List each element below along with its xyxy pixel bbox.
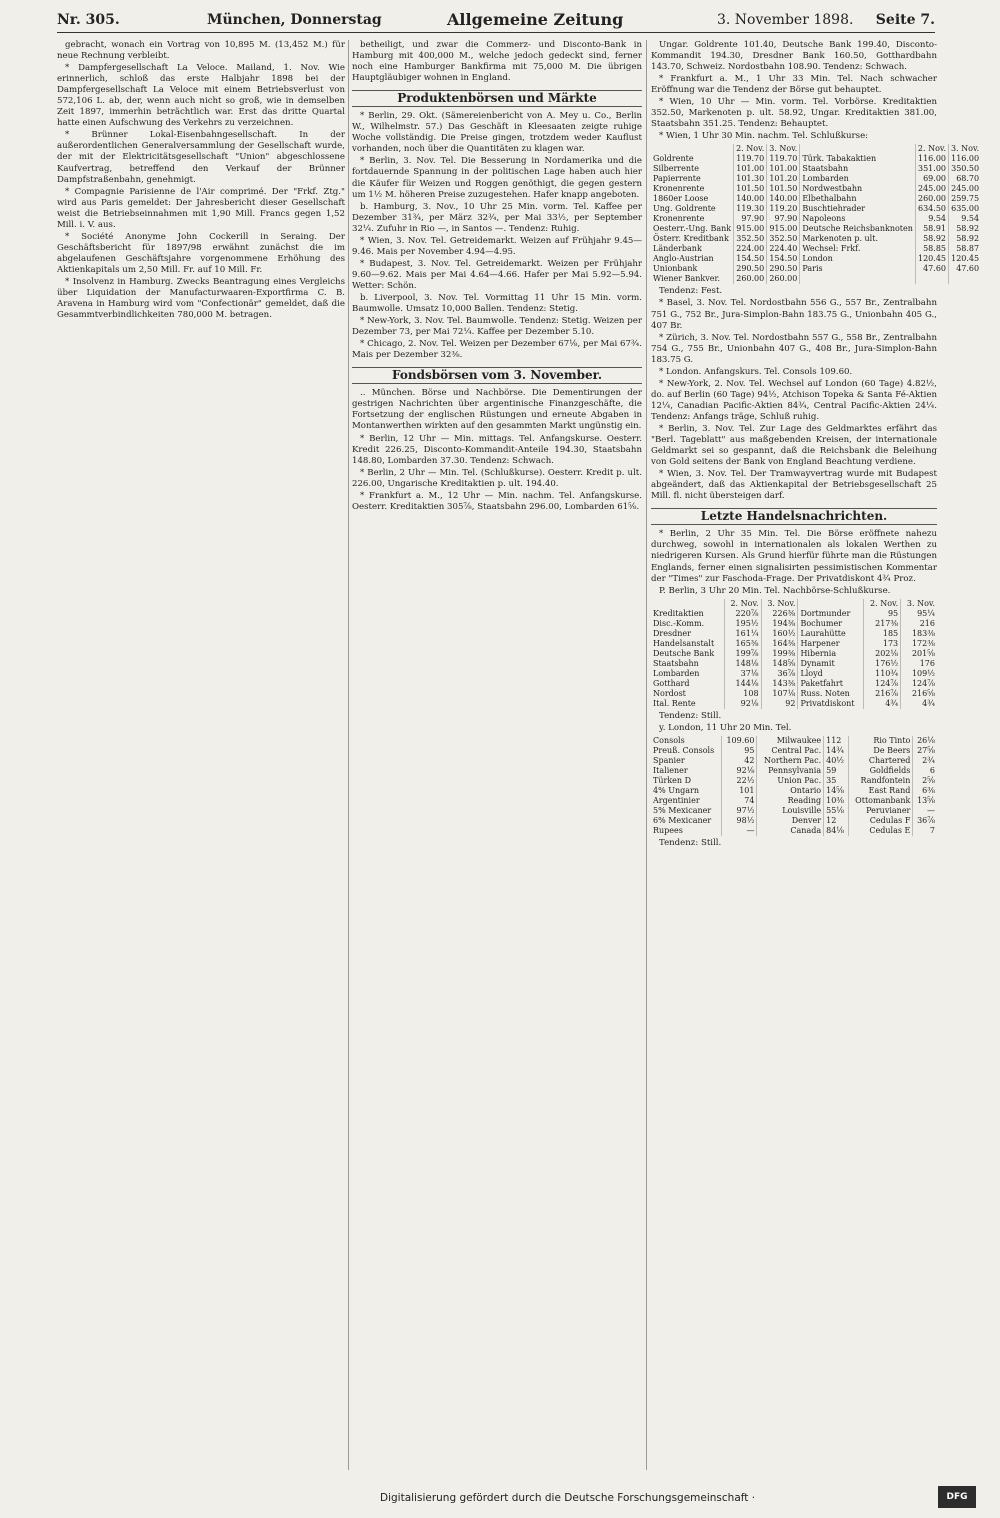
market-report: b. Hamburg, 3. Nov., 10 Uhr 25 Min. vorm. Tel. Kaffee per Dezember 31¾, per März 32¾, per Mai 33½, per September 32¼. Zufuhr in Rio —, in Santos —. Tendenz: Ruhig. [352, 201, 642, 234]
table-row [651, 174, 981, 184]
table-cell: Wechsel: Frkf. [800, 244, 916, 254]
table-cell: 351.00 [915, 164, 948, 174]
table-cell: 165⅜ [724, 639, 761, 649]
table-cell: 350.50 [951, 164, 980, 174]
table-cell: Reading [757, 796, 824, 806]
table-cell: 101.00 [734, 164, 767, 174]
table-cell: 2¾ [922, 755, 935, 765]
table-cell: 154.50 [767, 254, 800, 264]
table-cell: 140.00 [767, 194, 800, 204]
bourse-report: * Wien, 3. Nov. Tel. Der Tramwayvertrag wurde mit Budapest abgeändert, daß das Aktienkapital der Betriebsgesellschaft 25 Mill. fl. nicht übersteigen darf. [651, 469, 937, 502]
table-cell: Buschtiehrader [800, 204, 916, 214]
table-cell: Northern Pac. [757, 756, 824, 766]
table-cell: 195½ [724, 619, 761, 629]
issue-date: 3. November 1898. [717, 12, 854, 28]
table-row [651, 796, 937, 806]
table-cell: 92 [761, 699, 798, 709]
table-cell: — [927, 805, 935, 815]
table-cell: 3. Nov. [906, 598, 935, 608]
table-cell: 143⅜ [761, 679, 798, 689]
market-report: * Berlin, 29. Okt. (Sämereienbericht von A. Mey u. Co., Berlin W., Wilhelmstr. 57.) Das Geschäft in Kleesaaten zeigte ruhige Woche vollständig. Die Preise gingen, trotzdem weder Kauflust vorhanden, noch über die Quantitäten zu klagen war. [352, 111, 642, 155]
tendency: Tendenz: Still. [659, 837, 722, 848]
table-cell: Canada [757, 826, 824, 836]
table-cell: 26⅛ [917, 735, 935, 745]
table-cell: 160½ [761, 629, 798, 639]
table-row [651, 746, 937, 756]
table-cell [651, 599, 724, 609]
london-quotes-table [651, 736, 937, 836]
table-cell: 69.00 [915, 174, 948, 184]
article-paragraph: * Dampfergesellschaft La Veloce. Mailand, 1. Nov. Wie erinnerlich, schloß das erste Halbjahr 1898 bei der Dampfergesellschaft La Veloce mit einem Betriebsverlust von 572,106 L. ab, der, wenn auch nicht so groß, wie in demselben Zeit 1897, immerhin beträchtlich war. Erst das dritte Quartal hatte einen Aufschwung des Verkehrs zu verzeichnen. [57, 63, 345, 129]
table-cell: 3. Nov. [767, 144, 800, 154]
table-cell: 154.50 [734, 254, 767, 264]
table-cell: Türken D [651, 776, 722, 786]
table-cell: Harpener [798, 639, 864, 649]
table-cell: 95 [722, 746, 757, 756]
table-cell: Markenoten p. ult. [800, 234, 916, 244]
table-cell: 245.00 [915, 184, 948, 194]
table-cell: Cedulas F [848, 816, 913, 826]
table-cell: 3. Nov. [761, 599, 798, 609]
table-cell: 101.50 [767, 184, 800, 194]
table-cell: Cedulas E [848, 826, 913, 836]
table-cell: 58.92 [915, 234, 948, 244]
page-header [57, 6, 935, 33]
table-cell: 27⅝ [917, 745, 935, 755]
table-cell: 224.40 [767, 244, 800, 254]
table-cell: Paketfahrt [798, 679, 864, 689]
table-cell: 42 [722, 756, 757, 766]
table-row [651, 194, 981, 204]
table-cell: 5% Mexicaner [651, 806, 722, 816]
table-cell: 6 [929, 765, 935, 775]
table-cell: 120.45 [951, 254, 980, 264]
bourse-report: * Berlin, 2 Uhr — Min. Tel. (Schlußkurse). Oesterr. Kredit p. ult. 226.00, Ungarische Kreditaktien p. ult. 194.40. [352, 467, 642, 489]
bourse-report: .. München. Börse und Nachbörse. Die Dementirungen der gestrigen Nachrichten über argentinische Finanzgeschäfte, die Fortsetzung der englischen Rüstungen und erneute Abgaben in Montanwerthen wirkten auf den gesammten Markt ungünstig ein. [352, 388, 642, 432]
table-row [651, 164, 981, 174]
table-cell: De Beers [848, 746, 913, 756]
table-row [651, 184, 981, 194]
table-row [651, 629, 937, 639]
table-cell: 95 [864, 609, 901, 619]
table-cell: Staatsbahn [800, 164, 916, 174]
table-cell: Nordwestbahn [800, 184, 916, 194]
table-cell: 112 [824, 736, 849, 746]
table-cell: 9.54 [915, 214, 948, 224]
table-cell: 47.60 [956, 264, 980, 274]
table-header-row [651, 599, 937, 609]
issue-number: Nr. 305. [57, 12, 120, 28]
table-cell: 35 [824, 776, 849, 786]
table-cell: Chartered [848, 756, 913, 766]
table-cell: Goldrente [651, 154, 734, 164]
table-header-row [651, 144, 981, 154]
table-cell: 74 [722, 796, 757, 806]
table-cell: Länderbank [651, 244, 734, 254]
market-report: * Budapest, 3. Nov. Tel. Getreidemarkt. Weizen per Frühjahr 9.60—9.62. Mais per Mai 4.64—4.66. Hafer per Mai 5.92—5.94. Wetter: Schön. [352, 258, 642, 291]
table-cell: Silberrente [651, 164, 734, 174]
bourse-report: * Frankfurt a. M., 1 Uhr 33 Min. Tel. Nach schwacher Eröffnung war die Tendenz der Börse gut behauptet. [651, 74, 937, 96]
table-row [651, 689, 937, 699]
masthead: Allgemeine Zeitung [447, 10, 624, 29]
table-cell: Randfontein [848, 776, 913, 786]
table-cell: Papierrente [651, 174, 734, 184]
table-cell: 635.00 [951, 204, 980, 214]
table-cell: 58.92 [956, 224, 980, 234]
table-cell: 183⅜ [911, 628, 935, 638]
table-cell: 217⅜ [864, 619, 901, 629]
table-cell: 164⅜ [761, 639, 798, 649]
table-cell: Italiener [651, 766, 722, 776]
table-cell: 3. Nov. [951, 144, 980, 154]
table-cell: 59 [824, 766, 849, 776]
table-cell: Consols [651, 736, 722, 746]
table-cell [800, 144, 916, 154]
table-cell [651, 144, 734, 154]
table-cell: Peruvianer [848, 806, 913, 816]
table-cell: 290.50 [734, 264, 767, 274]
table-row [651, 756, 937, 766]
table-cell: 1860er Loose [651, 194, 734, 204]
table-cell: 55⅛ [824, 806, 849, 816]
table-cell: Rupees [651, 826, 722, 836]
table-cell [915, 274, 948, 284]
table-cell: Ottomanbank [848, 796, 913, 806]
table-cell: Ontario [757, 786, 824, 796]
bourse-report: * London. Anfangskurs. Tel. Consols 109.60. [659, 366, 853, 377]
table-cell: 2. Nov. [724, 599, 761, 609]
table-cell: Goldfields [848, 766, 913, 776]
table-cell: 352.50 [734, 234, 767, 244]
table-cell: Kronenrente [651, 214, 734, 224]
table-cell: 97.90 [767, 214, 800, 224]
table-cell: 185 [864, 629, 901, 639]
table-cell: Dresdner [651, 629, 724, 639]
table-cell: Anglo-Austrian [651, 254, 734, 264]
page-number: Seite 7. [875, 12, 935, 28]
bourse-report: Ungar. Goldrente 101.40, Deutsche Bank 199.40, Disconto-Kommandit 194.30, Dresdner Bank 160.50, Gotthardbahn 143.70, Schweiz. Nordostbahn 108.90. Tendenz: Schwach. [651, 40, 937, 73]
table-cell: Lloyd [798, 669, 864, 679]
table-cell: Paris [800, 264, 916, 274]
table-cell: Oesterr.-Ung. Bank [651, 224, 734, 234]
article-paragraph: gebracht, wonach ein Vortrag von 10,895 M. (13,452 M.) für neue Rechnung verbleibt. [57, 40, 345, 62]
table-row [651, 786, 937, 796]
column-rule [348, 40, 349, 1470]
table-row [651, 214, 981, 224]
table-cell: Union Pac. [757, 776, 824, 786]
table-cell: 10⅜ [824, 796, 849, 806]
table-cell: 36⅞ [917, 815, 935, 825]
table-cell: 915.00 [734, 224, 767, 234]
table-cell: 92⅛ [722, 766, 757, 776]
bourse-report: * Berlin, 3. Nov. Tel. Zur Lage des Geldmarktes erfährt das "Berl. Tageblatt" aus maßgebenden Kreisen, der internationale Geldmarkt sei so gespannt, daß die Reichsbank die Beleihung von Gold seitens der Bank von England Beachtung verdiene. [651, 423, 937, 468]
table-cell: 201⅝ [911, 648, 935, 658]
table-cell: 226⅜ [761, 609, 798, 619]
table-cell: East Rand [848, 786, 913, 796]
table-row [651, 234, 981, 244]
table-cell: — [722, 826, 757, 836]
table-cell: Kronenrente [651, 184, 734, 194]
table-cell: 97.90 [734, 214, 767, 224]
vienna-quotes-table [651, 144, 981, 284]
table-cell: 58.91 [915, 224, 948, 234]
table-cell: Ital. Rente [651, 699, 724, 709]
table-cell: Österr. Kreditbank [651, 234, 734, 244]
table-cell: 97½ [722, 806, 757, 816]
table-cell: Preuß. Consols [651, 746, 722, 756]
table-cell: 101.30 [734, 174, 767, 184]
table-cell: Gotthard [651, 679, 724, 689]
digitization-credit: Digitalisierung gefördert durch die Deutsche Forschungsgemeinschaft · [380, 1492, 756, 1504]
table-row [651, 264, 981, 274]
table-cell: Milwaukee [757, 736, 824, 746]
table-cell: Dortmunder [798, 609, 864, 619]
table-cell: Louisville [757, 806, 824, 816]
place-day: München, Donnerstag [207, 12, 382, 28]
bourse-report: * Wien, 1 Uhr 30 Min. nachm. Tel. Schlußkurse: [659, 131, 869, 142]
table-cell: 7 [929, 825, 935, 835]
table-cell: 216⅞ [864, 689, 901, 699]
section-heading-bourse: Fondsbörsen vom 3. November. [352, 367, 642, 384]
table-cell: 2. Nov. [864, 599, 901, 609]
table-cell [798, 599, 864, 609]
table-row [651, 679, 937, 689]
table-cell: 98½ [722, 816, 757, 826]
table-cell: Privatdiskont [798, 699, 864, 709]
table-cell: 245.00 [951, 184, 980, 194]
table-cell: 4% Ungarn [651, 786, 722, 796]
table-row [651, 649, 937, 659]
table-row [651, 204, 981, 214]
table-cell: 107⅛ [761, 689, 798, 699]
table-cell: 290.50 [767, 264, 800, 274]
table-cell: 915.00 [767, 224, 800, 234]
table-cell: 109½ [911, 668, 935, 678]
market-report: * New-York, 3. Nov. Tel. Baumwolle. Tendenz: Stetig. Weizen per Dezember 73, per Mai 72¼. Kaffee per Dezember 5.10. [352, 316, 642, 338]
table-cell: 176½ [864, 659, 901, 669]
berlin-quotes-table [651, 599, 937, 709]
market-report: * Wien, 3. Nov. Tel. Getreidemarkt. Weizen auf Frühjahr 9.45—9.46. Mais per November 4.94—4.95. [352, 235, 642, 257]
table-row [651, 619, 937, 629]
table-cell: 58.85 [915, 244, 948, 254]
table-cell: 101 [722, 786, 757, 796]
column-rule [646, 40, 647, 1470]
table-row [651, 254, 981, 264]
table-cell: Deutsche Bank [651, 649, 724, 659]
table-cell: Türk. Tabakaktien [800, 154, 916, 164]
news-report: P. Berlin, 3 Uhr 20 Min. Tel. Nachbörse-Schlußkurse. [659, 585, 891, 596]
table-cell: 6% Mexicaner [651, 816, 722, 826]
table-cell: Deutsche Reichsbanknoten [800, 224, 916, 234]
table-cell: 14⅝ [824, 786, 849, 796]
table-cell: 110¾ [864, 669, 901, 679]
table-cell: 92⅛ [724, 699, 761, 709]
table-cell [949, 274, 982, 284]
table-cell: 148⅝ [761, 659, 798, 669]
market-report: b. Liverpool, 3. Nov. Tel. Vormittag 11 Uhr 15 Min. vorm. Baumwolle. Umsatz 10,000 Ballen. Tendenz: Stetig. [352, 292, 642, 315]
bourse-report: * Zürich, 3. Nov. Tel. Nordostbahn 557 G., 558 Br., Zentralbahn 754 G., 755 Br., Unionbahn 407 G., 408 Br., Jura-Simplon-Bahn 183.75 G. [651, 332, 937, 365]
table-cell: 12 [824, 816, 849, 826]
table-cell: 199⅜ [761, 649, 798, 659]
table-cell: 4¾ [922, 698, 935, 708]
bourse-report: * Berlin, 12 Uhr — Min. mittags. Tel. Anfangskurse. Oesterr. Kredit 226.25, Disconto-Kommandit-Anteile 194.30, Staatsbahn 148.80, Lombarden 37.30. Tendenz: Schwach. [352, 433, 642, 466]
table-cell: 47.60 [915, 264, 948, 274]
table-cell: Kreditaktien [651, 609, 724, 619]
table-cell: 220⅞ [724, 609, 761, 619]
table-row [651, 776, 937, 786]
table-cell: 119.70 [734, 154, 767, 164]
table-cell: Napoleons [800, 214, 916, 224]
table-cell: 9.54 [961, 214, 980, 224]
table-cell: Lombarden [651, 669, 724, 679]
table-cell: 58.87 [956, 244, 980, 254]
tendency: Tendenz: Fest. [659, 286, 723, 297]
table-cell: Disc.-Komm. [651, 619, 724, 629]
bourse-report: * Frankfurt a. M., 12 Uhr — Min. nachm. Tel. Anfangskurse. Oesterr. Kreditaktien 305⅞, Staatsbahn 296.00, Lombarden 61⅝. [352, 490, 642, 512]
table-cell: 40½ [824, 756, 849, 766]
table-cell: 260.00 [767, 274, 800, 284]
table-cell: London [800, 254, 916, 264]
table-cell: Pennsylvania [757, 766, 824, 776]
table-cell: 37⅛ [724, 669, 761, 679]
news-report: y. London, 11 Uhr 20 Min. Tel. [659, 722, 792, 733]
table-cell: Rio Tinto [848, 736, 913, 746]
table-row [651, 766, 937, 776]
table-cell: 161¼ [724, 629, 761, 639]
left-column [57, 40, 345, 1470]
table-row [651, 639, 937, 649]
table-cell: 101.20 [767, 174, 800, 184]
table-row [651, 816, 937, 826]
table-cell: 4¾ [864, 699, 901, 709]
table-cell: Nordost [651, 689, 724, 699]
table-cell: 13⅝ [917, 795, 935, 805]
table-cell: 95¼ [917, 608, 935, 618]
table-cell: Central Pac. [757, 746, 824, 756]
table-cell: Bochumer [798, 619, 864, 629]
table-cell: Lombarden [800, 174, 916, 184]
news-report: * Berlin, 2 Uhr 35 Min. Tel. Die Börse eröffnete nahezu durchweg, sowohl in internationalen als lokalen Werthen zu niedrigeren Kursen. Als Grund hierfür führte man die Rüstungen Englands, ferner einen signalisirten pessimistischen Kommentar der "Times" zur Faschoda-Frage. Der Privatdiskont 4¾ Proz. [651, 529, 937, 584]
table-cell: Handelsanstalt [651, 639, 724, 649]
table-cell: 36⅞ [761, 669, 798, 679]
table-row [651, 736, 937, 746]
table-cell: 116.00 [951, 154, 980, 164]
bourse-report: * New-York, 2. Nov. Tel. Wechsel auf London (60 Tage) 4.82½, do. auf Berlin (60 Tage) 94½, Atchison Topeka & Santa Fé-Aktien 12¼, Canadian Pacific-Aktien 84¾, Central Pacific-Aktien 24¼. Tendenz: Anfangs träge, Schluß ruhig. [651, 378, 937, 422]
market-report: * Berlin, 3. Nov. Tel. Die Besserung in Nordamerika und die fortdauernde Spannung in der politischen Lage haben auch hier die Käufer für Weizen und Roggen genöthigt, die gegen gestern um 1½ M. höheren Preise zuzugestehen. Hafer knapp angeboten. [352, 156, 642, 200]
table-cell: 109.60 [722, 736, 757, 746]
section-heading-news: Letzte Handelsnachrichten. [651, 508, 937, 525]
table-cell: 2. Nov. [734, 144, 767, 154]
table-cell: 140.00 [734, 194, 767, 204]
table-cell: 22½ [722, 776, 757, 786]
bourse-report: * Basel, 3. Nov. Tel. Nordostbahn 556 G., 557 Br., Zentralbahn 751 G., 752 Br., Jura-Simplon-Bahn 183.75 G., Unionbahn 405 G., 407 Br. [651, 298, 937, 331]
table-cell: 84⅛ [824, 826, 849, 836]
table-cell: 634.50 [915, 204, 948, 214]
table-cell: 119.70 [767, 154, 800, 164]
table-cell: 216 [919, 618, 935, 628]
table-cell: Staatsbahn [651, 659, 724, 669]
table-cell: Hibernia [798, 649, 864, 659]
table-row [651, 244, 981, 254]
table-cell: 260.00 [915, 194, 948, 204]
table-row [651, 659, 937, 669]
table-cell: Argentinier [651, 796, 722, 806]
article-paragraph: betheiligt, und zwar die Commerz- und Disconto-Bank in Hamburg mit 400,000 M., welche jedoch gedeckt sind, ferner noch eine Hamburger Bankfirma mit 75,000 M. Die übrigen Hauptgläubiger wohnen in England. [352, 40, 642, 84]
table-cell: 224.00 [734, 244, 767, 254]
table-cell: 68.70 [956, 174, 980, 184]
section-heading-markets: Produktenbörsen und Märkte [352, 90, 642, 107]
table-row [651, 609, 937, 619]
table-cell: 119.30 [734, 204, 767, 214]
table-cell: Laurahütte [798, 629, 864, 639]
tendency: Tendenz: Still. [659, 710, 722, 721]
table-cell: 101.00 [767, 164, 800, 174]
table-cell: 101.50 [734, 184, 767, 194]
table-cell: 6⅜ [922, 785, 935, 795]
table-row [651, 224, 981, 234]
article-paragraph: * Compagnie Parisienne de l'Air comprimé. Der "Frkf. Ztg." wird aus Paris gemeldet: Der Jahresbericht dieser Gesellschaft weist die Betriebseinnahmen mit 1,90 Mill. Francs gegen 1,52 Mill. i. V. aus. [57, 186, 345, 230]
table-cell: 202⅛ [864, 649, 901, 659]
table-cell: 176 [919, 658, 935, 668]
table-cell: Wiener Bankver. [651, 274, 734, 284]
table-cell: 144⅛ [724, 679, 761, 689]
article-paragraph: * Brünner Lokal-Eisenbahngesellschaft. In der außerordentlichen Generalversammlung der Gesellschaft wurde, der mit der Elektricitätsgesellschaft "Union" abgeschlossene Kaufvertrag, betreffend den Verkauf der Brünner Dampfstraßenbahn, genehmigt. [57, 130, 345, 185]
middle-column [352, 40, 642, 1470]
table-row [651, 669, 937, 679]
table-row [651, 274, 981, 284]
article-paragraph: * Société Anonyme John Cockerill in Seraing. Der Geschäftsbericht für 1897/98 erwähnt zunächst die im abgelaufenen Geschäftsjahre vorgenommene Erhöhung des Aktienkapitals um 2,50 Mill. Fr. auf 10 Mill. Fr. [57, 231, 345, 275]
table-cell: 194⅜ [761, 619, 798, 629]
table-cell: 124⅞ [864, 679, 901, 689]
table-cell: 260.00 [734, 274, 767, 284]
table-row [651, 806, 937, 816]
table-cell: 2. Nov. [915, 144, 948, 154]
bourse-report: * Wien, 10 Uhr — Min. vorm. Tel. Vorbörse. Kreditaktien 352.50, Markenoten p. ult. 58.92, Ungar. Kreditaktien 381.00, Staatsbahn 351.25. Tendenz: Behauptet. [651, 97, 937, 130]
table-row [651, 154, 981, 164]
table-cell: 352.50 [767, 234, 800, 244]
table-cell: Ung. Goldrente [651, 204, 734, 214]
table-cell: 120.45 [915, 254, 948, 264]
table-cell: Unionbank [651, 264, 734, 274]
article-paragraph: * Insolvenz in Hamburg. Zwecks Beantragung eines Vergleichs über Liquidation der Manufacturwaaren-Exportfirma C. B. Aravena in Hamburg wird vom "Confectionär" gemeldet, daß die Gesammtverbindlichkeiten 780,000 M. betragen. [57, 276, 345, 321]
market-report: * Chicago, 2. Nov. Tel. Weizen per Dezember 67⅛, per Mai 67¾. Mais per Dezember 32⅜. [352, 339, 642, 361]
right-column [651, 40, 980, 1470]
table-cell: 124⅞ [911, 678, 935, 688]
table-cell: Elbethalbahn [800, 194, 916, 204]
table-cell: Russ. Noten [798, 689, 864, 699]
table-cell: Dynamit [798, 659, 864, 669]
table-row [651, 826, 937, 836]
table-cell: 172⅜ [911, 638, 935, 648]
table-cell: 173 [864, 639, 901, 649]
table-cell: 216⅝ [911, 688, 935, 698]
table-cell: 259.75 [951, 194, 980, 204]
table-cell: Spanier [651, 756, 722, 766]
table-cell: 14¾ [824, 746, 849, 756]
table-cell: 116.00 [915, 154, 948, 164]
dfg-logo: DFG [938, 1486, 976, 1508]
table-cell: 148⅛ [724, 659, 761, 669]
table-cell: 108 [724, 689, 761, 699]
table-cell: 2⅝ [922, 775, 935, 785]
table-cell: 199⅞ [724, 649, 761, 659]
table-cell [800, 274, 916, 284]
table-cell: 119.20 [767, 204, 800, 214]
table-cell: Denver [757, 816, 824, 826]
table-cell: 58.92 [956, 234, 980, 244]
table-row [651, 699, 937, 709]
